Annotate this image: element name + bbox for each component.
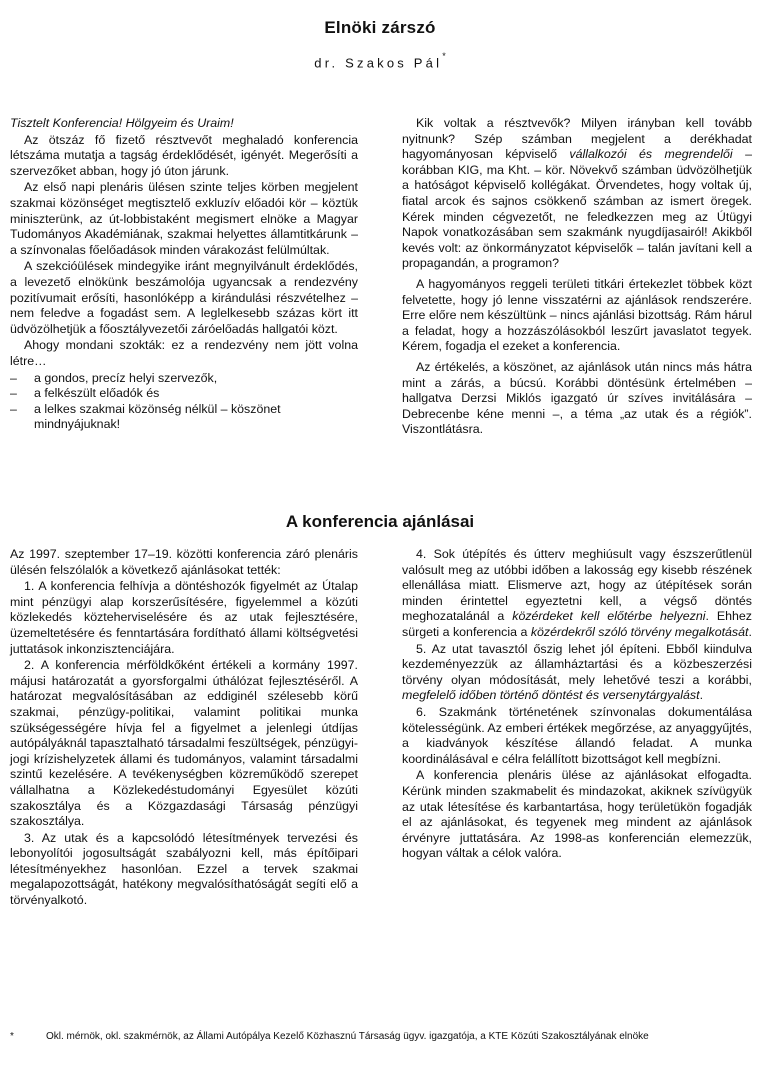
paragraph: Az értékelés, a köszönet, az ajánlások után nincs más hátra mint a zárás, a búcsú. Korábbi döntésünk értelmében – hallgatva Derzsi Miklós igazgató úr szíves invitálására – Debrecenbe kéne menni –, a téma „az utak és a régiók”. Viszontlátásra. bbox=[402, 359, 752, 437]
paragraph: Ahogy mondani szokták: ez a rendezvény nem jött volna létre… bbox=[10, 338, 358, 368]
paragraph: A szekcióülések mindegyike iránt megnyilvánult érdeklődés, a levezető elnökünk beszámolója ugyancsak a rendezvény pozitívumait erősíti, hasonlóképp a kirándulási részvételhez – nem feledve a fogadást sem. A leglelkesebb százas kört itt üdvözölhetjük a főosztályvezetői záróelőadás hallgatói közt. bbox=[10, 259, 358, 336]
recommendation: 3. Az utak és a kapcsolódó létesítmények tervezési és lebonyolítói jogosultságát szabályozni kell, más építőipari létesítményekhez hasonlóan. Ezzel a tervek szakmai megalapozottságát, hatékony megvalósíthatóságát segíti elő a törvényalkotó. bbox=[10, 830, 358, 908]
list-item: – a gondos, precíz helyi szervezők, bbox=[10, 370, 218, 385]
paragraph: A konferencia plenáris ülése az ajánlásokat elfogadta. Kérünk minden szakmabelit és mindazokat, akiknek szívügyük az utak létesítése és karbantartása, hogy területükön fogadják el az ajánlásokat, és tegyenek meg mindent az ajánlások érvényre juttatására. Az 1998-as konferencián elemezzük, hogyan váltak a célok valóra. bbox=[402, 768, 752, 861]
column-right-bottom bbox=[402, 547, 752, 863]
author-line bbox=[0, 51, 760, 71]
column-right-top bbox=[402, 116, 752, 439]
paragraph: Az 1997. szeptember 17–19. közötti konferencia záró plenáris ülésén felszólalók a következő ajánlásokat tették: bbox=[10, 547, 358, 577]
paragraph: Kik voltak a résztvevők? Milyen irányban kell tovább nyitnunk? Szép számban megjelent a derékhadat hagyományosan képviselő vállalkozói és megrendelői – korábban KIG, ma Kht. – kör. Növekvő számban üdvözölhetjük a hatóságot képviselő kollégákat. Örvendetes, hogy voltak új, fiatal arcok és sajnos csökkenő számban az ismert öregek. Kérek minden cégvezetőt, ne feledkezzen meg az Útügyi Napok vonatkozásában sem szakmánk nyugdíjasairól! Akikből kevés volt: az önkormányzatot képviselők – talán javítani kell a propagandán, a programon? bbox=[402, 116, 753, 271]
footnote-marker: * bbox=[442, 51, 446, 61]
column-left-top bbox=[10, 116, 358, 433]
column-left-bottom bbox=[10, 547, 358, 910]
salutation: Tisztelt Konferencia! Hölgyeim és Uraim! bbox=[10, 116, 234, 130]
list-item: – a lelkes szakmai közönség nélkül – köszönet mindnyájuknak! bbox=[10, 401, 281, 432]
thanks-list bbox=[10, 371, 358, 433]
paragraph: Az ötszáz fő fizető résztvevőt meghaladó konferencia létszáma mutatja a tagság érdeklődését, igényét. Megerősíti a szervezőket abban, hogy jó úton járunk. bbox=[10, 132, 358, 178]
dash: – bbox=[10, 386, 17, 401]
paragraph: A hagyományos reggeli területi titkári értekezlet többek közt felvetette, hogy jó lenne visszatérni az ajánlások rendszerére. Erre előre nem készültünk – nincs ajánlási bizottság. Rám hárul a feladat, hogy a hozzászólásokból leszűrt javaslatot tegyek. Kérem, fogadja el ezeket a konferencia. bbox=[402, 276, 752, 354]
dash: – bbox=[10, 401, 17, 416]
list-item: – a felkészült előadók és bbox=[10, 386, 160, 401]
recommendation: 4. Sok útépítés és útterv meghiúsult vagy észszerűtlenül valósult meg az utóbbi időben a lakosság egy kisebb részének ellenállása miatt. Elismerve azt, hogy az útépítések során minden érintettel egyeztetni kell, a végső döntés meghozatalánál a közérdeket kell előtérbe helyezni. Ehhez sürgeti a konferencia a közérdekről szóló törvény megalkotását. bbox=[402, 547, 752, 639]
footnote bbox=[10, 1030, 752, 1043]
footnote-text: Okl. mérnök, okl. szakmérnök, az Állami Autópálya Kezelő Közhasznú Társaság ügyv. igazgatója, a KTE Közúti Szakosztályának elnöke bbox=[46, 1031, 649, 1042]
recommendation: 5. Az utat tavasztól őszig lehet jól építeni. Ebből kiindulva kezdeményezzük az államháztartási és a közbeszerzési törvény olyan módosítását, mely lehetővé teszi a korábbi, megfelelő időben történő döntést és versenytárgyalást. bbox=[402, 641, 752, 703]
footnote-mark: * bbox=[10, 1031, 14, 1042]
page-title: Elnöki zárszó bbox=[324, 18, 436, 37]
section-title: A konferencia ajánlásai bbox=[285, 512, 475, 531]
paragraph: Az első napi plenáris ülésen szinte teljes körben megjelent szakmai közönséget megtisztelő exkluzív előadói kör – köztük miniszterünk, az út-lobbistaként megismert elnöke a Magyar Tudományos Akadémiának, szakmai helyettes államtitkárunk – a színvonalas főelőadások minden várakozást felülmúltak. bbox=[10, 180, 358, 257]
dash: – bbox=[10, 370, 17, 385]
recommendation: 6. Szakmánk történetének színvonalas dokumentálása kötelességünk. Az emberi értékek megőrzése, az anyaggyűjtés, a kiadványok készítése állandó feladat. A munka koordinálásával e célra felállított bizottságot kell megbízni. bbox=[402, 704, 752, 766]
author-name: dr. Szakos Pál bbox=[314, 55, 443, 71]
recommendation: 2. A konferencia mérföldkőként értékeli a kormány 1997. májusi határozatát a gyorsforgalmi úthálózat fejlesztéséről. A határozat megvalósításában az eddiginél szélesebb körű szakmai, pénzügy-politikai, valamint politikai munka szükségességére hívja fel a figyelmet a jelenlegi útdíjas autópályáknál tapasztalható társadalmi feszültségek, pénzügyi-jogi krízishelyzetek állami és tudományos, valamint társadalmi szintű kezelésére. A tevékenységben közreműködő szerepet vállalhatna a Közlekedéstudományi Egyesület közúti szakosztálya és a Közgazdasági Társaság pénzügyi szakosztálya. bbox=[10, 658, 358, 829]
recommendation: 1. A konferencia felhívja a döntéshozók figyelmét az Útalap mint pénzügyi alap korszerűsítésére, figyelemmel a közúti közlekedés közteherviselésére és az utak fejlesztésére, üzemeltetésére és fenntartására fordítható állami költségvetési juttatások inkonzisztenciájára. bbox=[10, 579, 358, 656]
